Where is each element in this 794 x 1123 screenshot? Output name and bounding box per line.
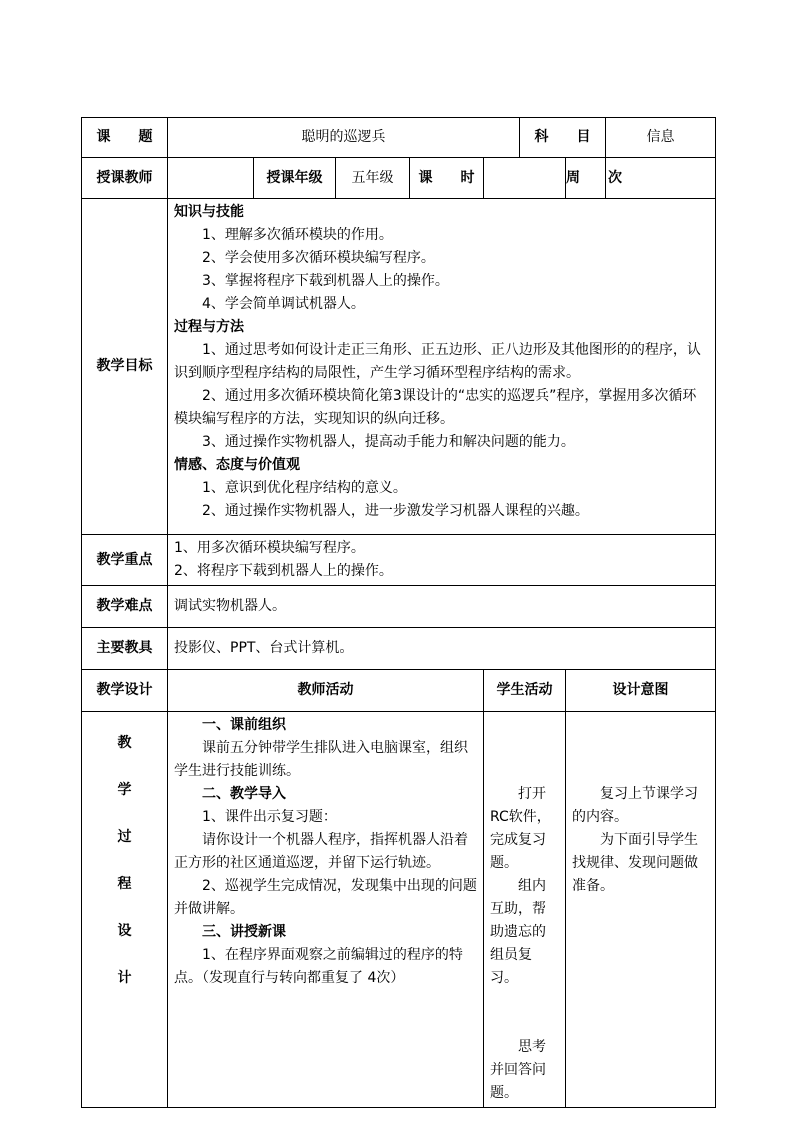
student-gap bbox=[490, 990, 559, 1013]
student-text: 思考并回答问题。 bbox=[490, 1039, 546, 1101]
grade-label: 授课年级 bbox=[254, 158, 336, 199]
objectives-s1-title: 知识与技能 bbox=[174, 204, 244, 220]
objective-item: 1、理解多次循环模块的作用。 bbox=[202, 227, 393, 243]
teacher-section-title: 一、课前组织 bbox=[202, 717, 286, 733]
process-label-char: 程 bbox=[117, 876, 132, 892]
objective-item: 3、掌握将程序下载到机器人上的操作。 bbox=[202, 273, 449, 289]
intent-text: 复习上节课学习的内容。 bbox=[572, 786, 698, 825]
topic-value: 聪明的巡逻兵 bbox=[168, 118, 520, 158]
objective-item: 1、通过思考如何设计走正三角形、正五边形、正八边形及其他图形的的程序，认识到顺序型程序结构的局限性，产生学习循环型程序结构的需求。 bbox=[174, 342, 701, 381]
design-col3: 学生活动 bbox=[484, 670, 566, 712]
row-difficulty bbox=[82, 586, 716, 628]
objective-item: 2、通过操作实物机器人，进一步激发学习机器人课程的兴趣。 bbox=[202, 503, 589, 519]
topic-label: 课 题 bbox=[82, 118, 168, 158]
design-intent bbox=[566, 712, 716, 1108]
row-topic bbox=[82, 118, 716, 158]
student-activity bbox=[484, 712, 566, 1108]
process-label-char: 教 bbox=[117, 735, 132, 751]
objectives-label: 教学目标 bbox=[82, 199, 168, 535]
design-col4: 设计意图 bbox=[566, 670, 716, 712]
difficulty-label: 教学难点 bbox=[82, 586, 168, 628]
row-design-header bbox=[82, 670, 716, 712]
student-text: 组内互助，帮助遗忘的组员复习。 bbox=[490, 878, 546, 986]
row-tools bbox=[82, 628, 716, 670]
row-teacher bbox=[82, 158, 716, 199]
design-col1: 教学设计 bbox=[82, 670, 168, 712]
objective-item: 2、通过用多次循环模块简化第3课设计的“忠实的巡逻兵”程序，掌握用多次循环模块编写程序的方法，实现知识的纵向迁移。 bbox=[174, 388, 697, 427]
row-objectives bbox=[82, 199, 716, 535]
week-value bbox=[606, 158, 716, 199]
key-points-label: 教学重点 bbox=[82, 535, 168, 586]
difficulty-value: 调试实物机器人。 bbox=[168, 586, 716, 628]
objective-item: 1、意识到优化程序结构的意义。 bbox=[202, 480, 407, 496]
teacher-label: 授课教师 bbox=[82, 158, 168, 199]
row-key-points bbox=[82, 535, 716, 586]
subject-label: 科 目 bbox=[520, 118, 606, 158]
student-text: 打开RC软件，完成复习题。 bbox=[490, 786, 551, 871]
objective-item: 2、学会使用多次循环模块编写程序。 bbox=[202, 250, 435, 266]
design-col2: 教师活动 bbox=[168, 670, 484, 712]
teacher-text: 1、在程序界面观察之前编辑过的程序的特点。（发现直行与转向都重复了 4次） bbox=[174, 947, 463, 986]
lesson-plan-table bbox=[81, 117, 716, 1108]
teacher-section-title: 三、讲授新课 bbox=[202, 924, 286, 940]
period-label: 课 时 bbox=[410, 158, 484, 199]
objective-item: 3、通过操作实物机器人，提高动手能力和解决问题的能力。 bbox=[202, 434, 575, 450]
row-process bbox=[82, 712, 716, 1108]
teacher-text: 请你设计一个机器人程序，指挥机器人沿着正方形的社区通道巡逻，并留下运行轨迹。 bbox=[174, 832, 468, 871]
process-label-char: 计 bbox=[117, 970, 132, 986]
tools-label: 主要教具 bbox=[82, 628, 168, 670]
week-label: 周 次 bbox=[566, 158, 606, 199]
process-label bbox=[82, 712, 168, 1108]
grade-value: 五年级 bbox=[336, 158, 410, 199]
process-label-char: 学 bbox=[117, 782, 132, 798]
student-gap bbox=[490, 1013, 559, 1036]
objective-item: 4、学会简单调试机器人。 bbox=[202, 296, 365, 312]
process-label-char: 过 bbox=[117, 829, 132, 845]
teacher-value bbox=[168, 158, 254, 199]
teacher-text: 课前五分钟带学生排队进入电脑课室，组织学生进行技能训练。 bbox=[174, 740, 468, 779]
process-label-char: 设 bbox=[117, 923, 132, 939]
intent-text: 为下面引导学生找规律、发现问题做准备。 bbox=[572, 832, 698, 894]
key-point-item: 2、将程序下载到机器人上的操作。 bbox=[174, 563, 393, 579]
teacher-section-title: 二、教学导入 bbox=[202, 786, 286, 802]
objectives-s2-title: 过程与方法 bbox=[174, 319, 244, 335]
period-value bbox=[484, 158, 566, 199]
teacher-text: 2、巡视学生完成情况，发现集中出现的问题并做讲解。 bbox=[174, 878, 477, 917]
key-points-content bbox=[168, 535, 716, 586]
objectives-s3-title: 情感、态度与价值观 bbox=[174, 457, 300, 473]
key-point-item: 1、用多次循环模块编写程序。 bbox=[174, 540, 365, 556]
teacher-text: 1、课件出示复习题： bbox=[202, 809, 337, 825]
tools-value: 投影仪、PPT、台式计算机。 bbox=[168, 628, 716, 670]
teacher-activity bbox=[168, 712, 484, 1108]
subject-value: 信息 bbox=[606, 118, 716, 158]
objectives-content bbox=[168, 199, 716, 535]
